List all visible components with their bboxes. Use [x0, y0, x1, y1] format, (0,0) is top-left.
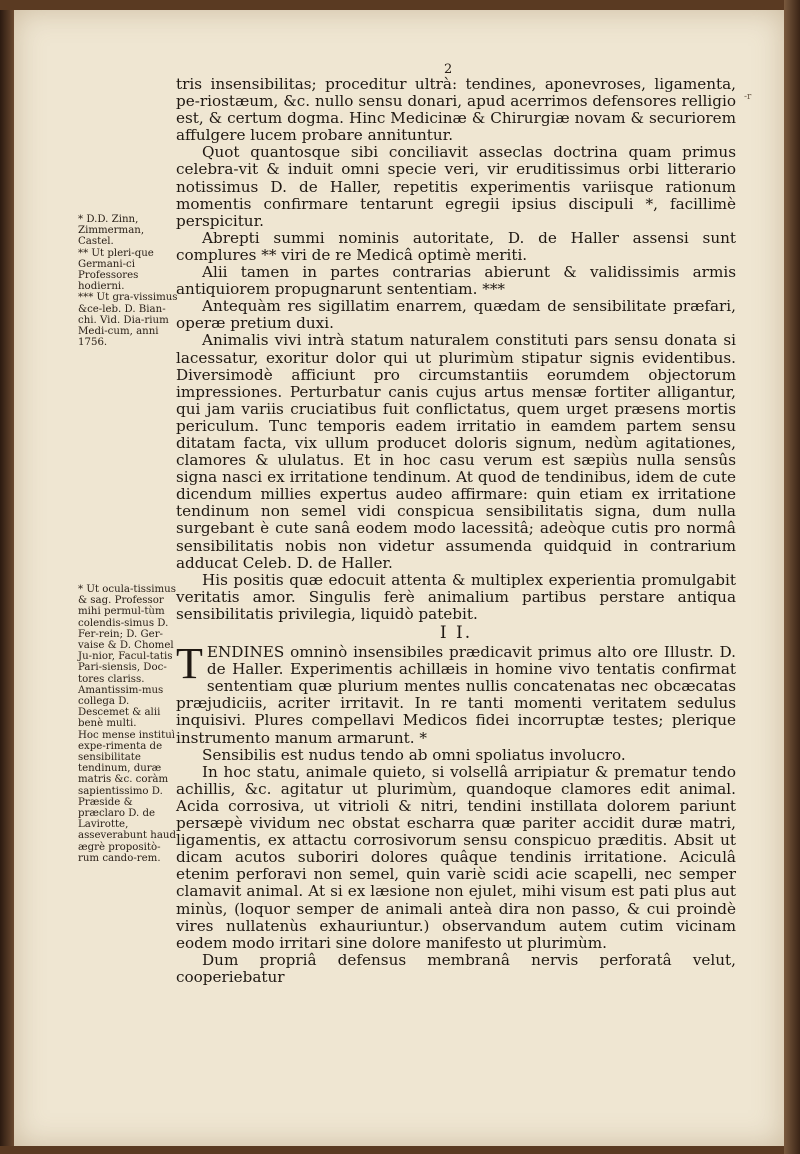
paragraph: Animalis vivi intrà statum naturalem constituti pars sensu donata si lacessatur, exoritur dolor qui ut plurimùm stipatur signis evidentibus. Diversimodè afficiunt pro circumstantiis eorumdem objectorum impressiones. Perturbatur canis cujus artus mensæ fortiter alligantur, qui jam variis cruciatibus fuit conflictatus, quem urget præsens mortis periculum. Tunc temporis eadem irritatio in eamdem partem sensu ditatam facta, vix ullum producet doloris signum, nedùm agitationes, clamores & ululatus. Et in hoc casu verum est sæpiùs nulla sensûs signa nasci ex irritatione tendinum. At quod de tendinibus, idem de cute dicendum millies expertus audeo affirmare: quin etiam ex irritatione tendinum non semel vidi conspicua sensibilitatis signa, dum nulla surgebant è cute sanâ eodem modo lacessitâ; adeòque cutis pro normâ sensibilitatis nobis non videtur assumenda quidquid in contrarium adducat Celeb. D. de Haller.: [176, 331, 736, 572]
paragraph: In hoc statu, animale quieto, si volsellâ arripiatur & prematur tendo achillis, &c. agitatur ut plurimùm, quandoque clamores edit animal. Acida corrosiva, ut vitrioli & nitri, tendini instillata dolorem pariunt persæpè vividum nec obstat escharra quæ pariter accidit duræ matri, ligamentis, ex attactu corrosivorum sensu conspicuo præditis. Absit ut dicam acutos suboriri dolores quâque tendinis irritatione. Aciculâ etenim perforavi non semel, quin variè scidi acie scapelli, nec semper clamavit animal. At si ex læsione non ejulet, mihi visum est pati plus aut minùs, (loquor semper de animali anteà dira non passo, & cui proindè vires nullatenùs exhauriuntur.) observandum autem cutim vicinam eodem modo irritari sine dolore manifesto ut plurimùm.: [176, 762, 736, 952]
paragraph-text: ENDINES omninò insensibiles prædicavit primus alto ore Illustr. D. de Haller. Experimentis achillæis in homine vivo tentatis confirmat sententiam quæ plurium mentes nullis concatenatas nec obcæcatas præjudiciis, acriter irritavit. In re tanti momenti veritatem sedulus inquisivi. Plures compellavi Medicos fidei incorruptæ testes; plerique instrumento manum armarunt. *: [176, 643, 736, 747]
section-heading: I I.: [439, 623, 473, 643]
paragraph: Dum propriâ defensus membranâ nervis perforatâ velut, cooperiebatur: [176, 950, 736, 986]
book-edge-right: [784, 0, 800, 1154]
side-notes-second: [78, 584, 178, 864]
paragraph-with-drop-cap: [176, 639, 736, 747]
side-note: Hoc mense instituì expe-rimenta de sensibilitate tendinum, duræ matris &c. coràm sapientissimo D. Præside & præclaro D. de Lavirotte, asseverabunt haud ægrè propositò-rum cando-rem.: [78, 729, 176, 864]
margin-mark: -r: [744, 92, 752, 102]
paragraph: Alii tamen in partes contrarias abierunt & validissimis armis antiquiorem propugnarunt sententiam. ***: [176, 263, 736, 299]
paragraph: His positis quæ edocuit attenta & multiplex experientia promulgabit veritatis amor. Singulis ferè animalium partibus perstare antiqua sensibilitatis privilegia, liquidò patebit.: [176, 570, 736, 623]
paragraph: Quot quantosque sibi conciliavit asseclas doctrina quam primus celebra-vit & induit omni specie veri, vir eruditissimus orbi litterario notissimus D. de Haller, repetitis experimentis variisque rationum momentis confirmare tentarunt egregii ipsius discipuli *, facillimè perspicitur.: [176, 143, 736, 230]
side-note: ** Ut pleri-que Germani-ci Professores hodierni.: [78, 247, 154, 293]
drop-cap: T: [176, 639, 203, 689]
main-text-column: [176, 76, 736, 986]
paragraph: Abrepti summi nominis autoritate, D. de Haller assensi sunt complures ** viri de re Medicâ optimè meriti.: [176, 228, 736, 264]
paragraph: Sensibilis est nudus tendo ab omni spoliatus involucro.: [202, 745, 626, 764]
side-note: *** Ut gra-vissimus &ce-leb. D. Bian-chi. Vid. Dia-rium Medi-cum, anni 1756.: [78, 292, 178, 349]
book-binding-left: [0, 10, 14, 1146]
paragraph: Antequàm res sigillatim enarrem, quædam de sensibilitate præfari, operæ pretium duxi.: [176, 297, 736, 333]
side-notes-first: [78, 214, 178, 348]
side-note: * Ut ocula-tissimus & sag. Professor mihi permul-tùm colendis-simus D. Fer-rein; D. Ger-vaise & D. Chomel Ju-nior, Facul-tatis Pari-siensis, Doc-tores clariss. Amantissim-mus collega D. Descemet & alii benè multi.: [78, 584, 176, 730]
paragraph: tris insensibilitas; proceditur ultrà: tendines, aponevroses, ligamenta, pe-riostæum, &c. nullo sensu donari, apud acerrimos defensores relligio est, & certum dogma. Hinc Medicinæ & Chirurgiæ novam & securiorem affulgere lucem probare annituntur.: [176, 75, 736, 145]
page-number: 2: [444, 62, 453, 77]
side-note: * D.D. Zinn, Zimmerman, Castel.: [78, 214, 145, 248]
